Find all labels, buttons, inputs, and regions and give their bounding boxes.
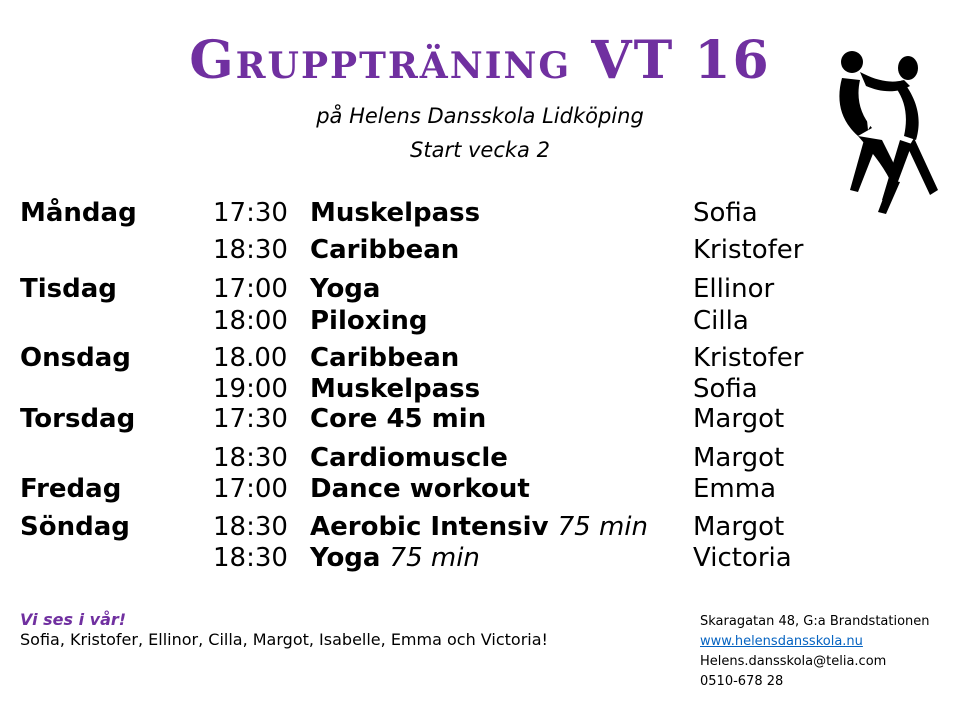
- schedule-row: [0, 473, 960, 505]
- class-time: 17:00: [213, 274, 288, 304]
- class-time: 18:30: [213, 543, 288, 573]
- subtitle-start: Start vecka 2: [410, 138, 550, 162]
- teacher-name: Margot: [693, 404, 785, 434]
- class-duration: 75 min: [389, 543, 480, 573]
- class-time: 18:00: [213, 306, 288, 336]
- class-cell: [310, 442, 508, 474]
- class-cell: [310, 403, 486, 435]
- class-name: Yoga: [310, 274, 381, 304]
- contact-email: Helens.dansskola@telia.com: [700, 654, 887, 669]
- class-name: Caribbean: [310, 343, 460, 373]
- footer-names: Sofia, Kristofer, Ellinor, Cilla, Margot, Isabelle, Emma och Victoria!: [20, 630, 548, 649]
- class-time: 18:30: [213, 443, 288, 473]
- day-label: Måndag: [20, 198, 137, 228]
- teacher-name: Sofia: [693, 374, 758, 404]
- subtitle-location: på Helens Dansskola Lidköping: [316, 104, 644, 128]
- class-name: Muskelpass: [310, 198, 481, 228]
- class-cell: [310, 197, 480, 229]
- schedule-row: [0, 234, 960, 266]
- class-time: 18.00: [213, 343, 288, 373]
- class-duration: 75 min: [557, 512, 648, 542]
- class-time: 17:30: [213, 198, 288, 228]
- class-cell: [310, 542, 480, 574]
- contact-info: [700, 612, 930, 692]
- teacher-name: Sofia: [693, 198, 758, 228]
- teacher-name: Ellinor: [693, 274, 775, 304]
- teacher-name: Emma: [693, 474, 777, 504]
- class-time: 18:30: [213, 235, 288, 265]
- teacher-name: Kristofer: [693, 343, 804, 373]
- class-cell: [310, 234, 459, 266]
- class-name: Caribbean: [310, 235, 460, 265]
- class-name: Core 45 min: [310, 404, 487, 434]
- teacher-name: Victoria: [693, 543, 792, 573]
- schedule-row: [0, 403, 960, 435]
- class-cell: [310, 511, 648, 543]
- contact-phone: 0510-678 28: [700, 674, 784, 689]
- schedule-row: [0, 442, 960, 474]
- class-name: Muskelpass: [310, 374, 481, 404]
- contact-address: Skaragatan 48, G:a Brandstationen: [700, 614, 930, 629]
- teacher-name: Kristofer: [693, 235, 804, 265]
- class-name: Cardiomuscle: [310, 443, 508, 473]
- day-label: Söndag: [20, 512, 130, 542]
- class-cell: [310, 273, 380, 305]
- dancing-couple-icon: [830, 40, 945, 215]
- class-name: Dance workout: [310, 474, 530, 504]
- schedule-row: [0, 342, 960, 374]
- schedule-row: [0, 373, 960, 405]
- schedule-row: [0, 273, 960, 305]
- day-label: Torsdag: [20, 404, 136, 434]
- day-label: Fredag: [20, 474, 122, 504]
- class-cell: [310, 473, 530, 505]
- class-time: 19:00: [213, 374, 288, 404]
- class-cell: [310, 305, 428, 337]
- schedule-row: [0, 305, 960, 337]
- class-name: Yoga: [310, 543, 381, 573]
- website-link[interactable]: www.helensdansskola.nu: [700, 634, 863, 649]
- class-name: Aerobic Intensiv: [310, 512, 549, 542]
- class-name: Piloxing: [310, 306, 428, 336]
- schedule-row: [0, 511, 960, 543]
- class-cell: [310, 373, 480, 405]
- class-time: 17:30: [213, 404, 288, 434]
- day-label: Onsdag: [20, 343, 131, 373]
- teacher-name: Margot: [693, 512, 785, 542]
- class-cell: [310, 342, 459, 374]
- footer-greeting: Vi ses i vår!: [20, 610, 127, 629]
- teacher-name: Cilla: [693, 306, 749, 336]
- schedule-row: [0, 542, 960, 574]
- day-label: Tisdag: [20, 274, 117, 304]
- class-time: 18:30: [213, 512, 288, 542]
- teacher-name: Margot: [693, 443, 785, 473]
- class-time: 17:00: [213, 474, 288, 504]
- page-title: Gruppträning VT 16: [189, 30, 771, 91]
- schedule-row: [0, 197, 960, 229]
